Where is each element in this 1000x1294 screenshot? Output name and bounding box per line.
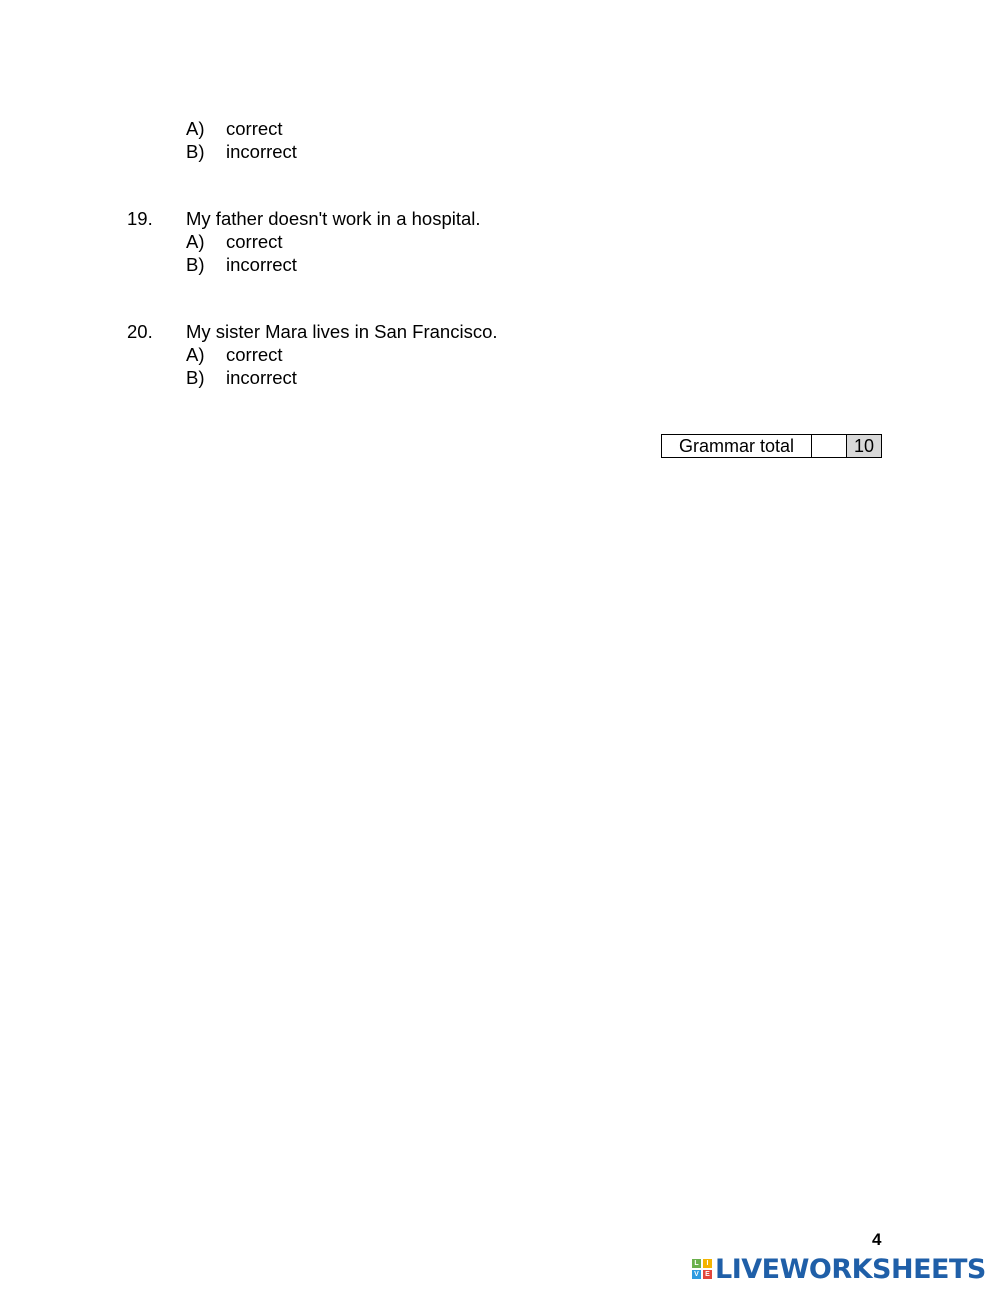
logo-mark-icon: L I V E (692, 1259, 712, 1279)
question-number: 20. (127, 321, 153, 342)
grammar-score-field[interactable] (812, 435, 847, 458)
question-number: 19. (127, 208, 153, 229)
option-text: incorrect (226, 254, 297, 275)
option-letter: B) (186, 254, 205, 275)
option-text: correct (226, 118, 283, 139)
option-letter: B) (186, 141, 205, 162)
option-letter: A) (186, 118, 205, 139)
question-text: My father doesn't work in a hospital. (186, 208, 481, 229)
option-text: incorrect (226, 367, 297, 388)
liveworksheets-logo (692, 1254, 986, 1284)
grammar-max-score: 10 (847, 435, 882, 458)
grammar-total-label: Grammar total (662, 435, 812, 458)
logo-text: LIVEWORKSHEETS (715, 1253, 986, 1285)
option-letter: A) (186, 231, 205, 252)
page-number: 4 (872, 1230, 882, 1249)
option-letter: B) (186, 367, 205, 388)
option-text: correct (226, 231, 283, 252)
option-text: correct (226, 344, 283, 365)
option-text: incorrect (226, 141, 297, 162)
question-text: My sister Mara lives in San Francisco. (186, 321, 498, 342)
grammar-total-table (661, 434, 882, 458)
option-letter: A) (186, 344, 205, 365)
